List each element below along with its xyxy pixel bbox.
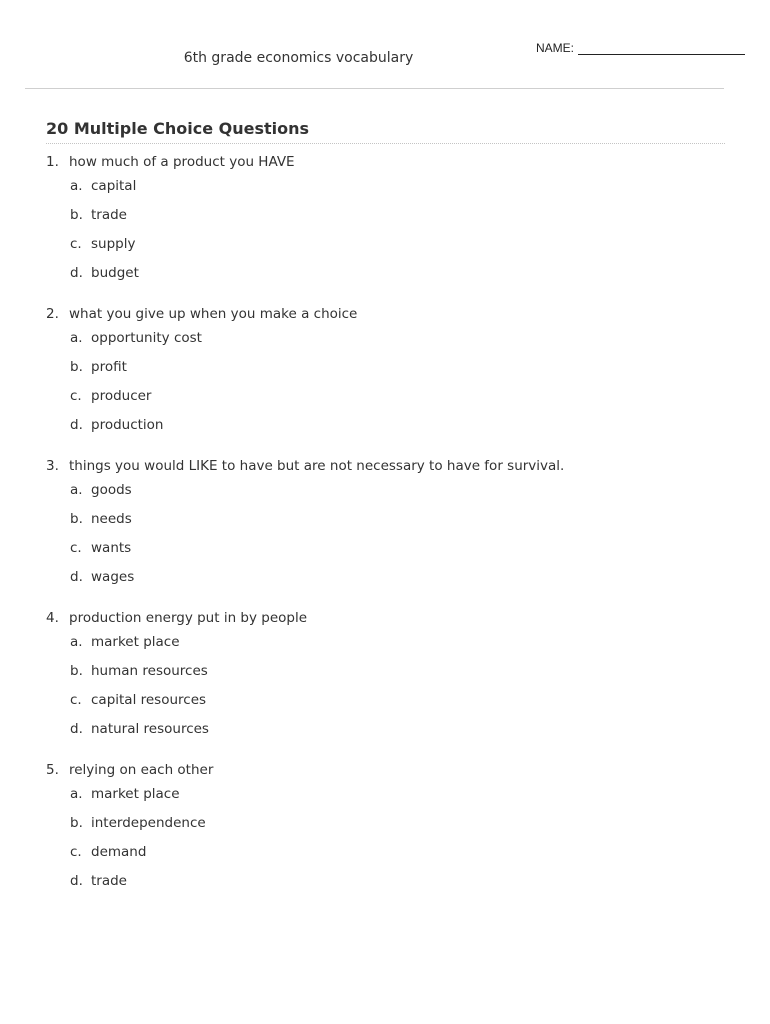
option-letter: a. (70, 178, 83, 194)
option-text: wants (91, 540, 132, 556)
answer-option[interactable] (70, 871, 725, 891)
question-text: relying on each other (69, 762, 214, 778)
question-stem (46, 304, 725, 324)
answer-options (70, 784, 725, 891)
option-letter: a. (70, 786, 83, 802)
option-text: opportunity cost (91, 330, 202, 346)
option-letter: c. (70, 844, 82, 860)
section-divider (46, 143, 725, 144)
answer-option[interactable] (70, 690, 725, 719)
section-heading: 20 Multiple Choice Questions (46, 119, 310, 138)
name-label: NAME: (536, 41, 575, 55)
option-text: demand (91, 844, 147, 860)
option-letter: d. (70, 721, 83, 737)
answer-option[interactable] (70, 509, 725, 538)
option-letter: d. (70, 265, 83, 281)
question-text: how much of a product you HAVE (69, 154, 295, 170)
question-stem (46, 152, 725, 172)
question-stem (46, 760, 725, 780)
header-divider (25, 88, 724, 89)
question-stem (46, 456, 725, 476)
option-letter: c. (70, 540, 82, 556)
question-5 (46, 760, 725, 891)
answer-option[interactable] (70, 357, 725, 386)
question-4 (46, 608, 725, 739)
option-text: human resources (91, 663, 208, 679)
option-text: producer (91, 388, 152, 404)
option-text: budget (91, 265, 139, 281)
answer-option[interactable] (70, 842, 725, 871)
option-letter: c. (70, 236, 82, 252)
answer-option[interactable] (70, 661, 725, 690)
question-number: 1. (46, 154, 59, 170)
option-letter: d. (70, 417, 83, 433)
document-title: 6th grade economics vocabulary (183, 50, 414, 66)
answer-options (70, 632, 725, 739)
answer-option[interactable] (70, 480, 725, 509)
answer-options (70, 480, 725, 587)
option-text: natural resources (91, 721, 209, 737)
option-text: interdependence (91, 815, 206, 831)
option-text: capital resources (91, 692, 207, 708)
option-text: production (91, 417, 164, 433)
option-letter: a. (70, 634, 83, 650)
option-text: market place (91, 634, 180, 650)
answer-option[interactable] (70, 386, 725, 415)
question-number: 4. (46, 610, 59, 626)
option-letter: b. (70, 359, 83, 375)
answer-option[interactable] (70, 784, 725, 813)
question-number: 2. (46, 306, 59, 322)
option-letter: a. (70, 330, 83, 346)
option-letter: c. (70, 692, 82, 708)
answer-option[interactable] (70, 415, 725, 435)
question-1 (46, 152, 725, 283)
option-letter: a. (70, 482, 83, 498)
option-letter: b. (70, 815, 83, 831)
option-text: goods (91, 482, 132, 498)
answer-option[interactable] (70, 328, 725, 357)
name-blank-line[interactable] (578, 41, 745, 55)
question-number: 3. (46, 458, 59, 474)
answer-option[interactable] (70, 205, 725, 234)
option-text: supply (91, 236, 136, 252)
question-2 (46, 304, 725, 435)
option-letter: d. (70, 873, 83, 889)
question-stem (46, 608, 725, 628)
question-list (46, 152, 725, 912)
option-letter: b. (70, 663, 83, 679)
option-text: capital (91, 178, 137, 194)
answer-option[interactable] (70, 567, 725, 587)
answer-option[interactable] (70, 234, 725, 263)
option-text: profit (91, 359, 127, 375)
answer-option[interactable] (70, 719, 725, 739)
question-text: things you would LIKE to have but are not necessary to have for survival. (69, 458, 565, 474)
question-text: production energy put in by people (69, 610, 308, 626)
option-text: needs (91, 511, 132, 527)
option-letter: b. (70, 207, 83, 223)
question-3 (46, 456, 725, 587)
answer-option[interactable] (70, 813, 725, 842)
option-text: market place (91, 786, 180, 802)
option-text: wages (91, 569, 135, 585)
answer-options (70, 328, 725, 435)
option-text: trade (91, 873, 127, 889)
answer-option[interactable] (70, 538, 725, 567)
answer-option[interactable] (70, 632, 725, 661)
question-number: 5. (46, 762, 59, 778)
question-text: what you give up when you make a choice (69, 306, 358, 322)
answer-option[interactable] (70, 176, 725, 205)
option-letter: d. (70, 569, 83, 585)
answer-options (70, 176, 725, 283)
answer-option[interactable] (70, 263, 725, 283)
option-letter: c. (70, 388, 82, 404)
option-letter: b. (70, 511, 83, 527)
option-text: trade (91, 207, 127, 223)
